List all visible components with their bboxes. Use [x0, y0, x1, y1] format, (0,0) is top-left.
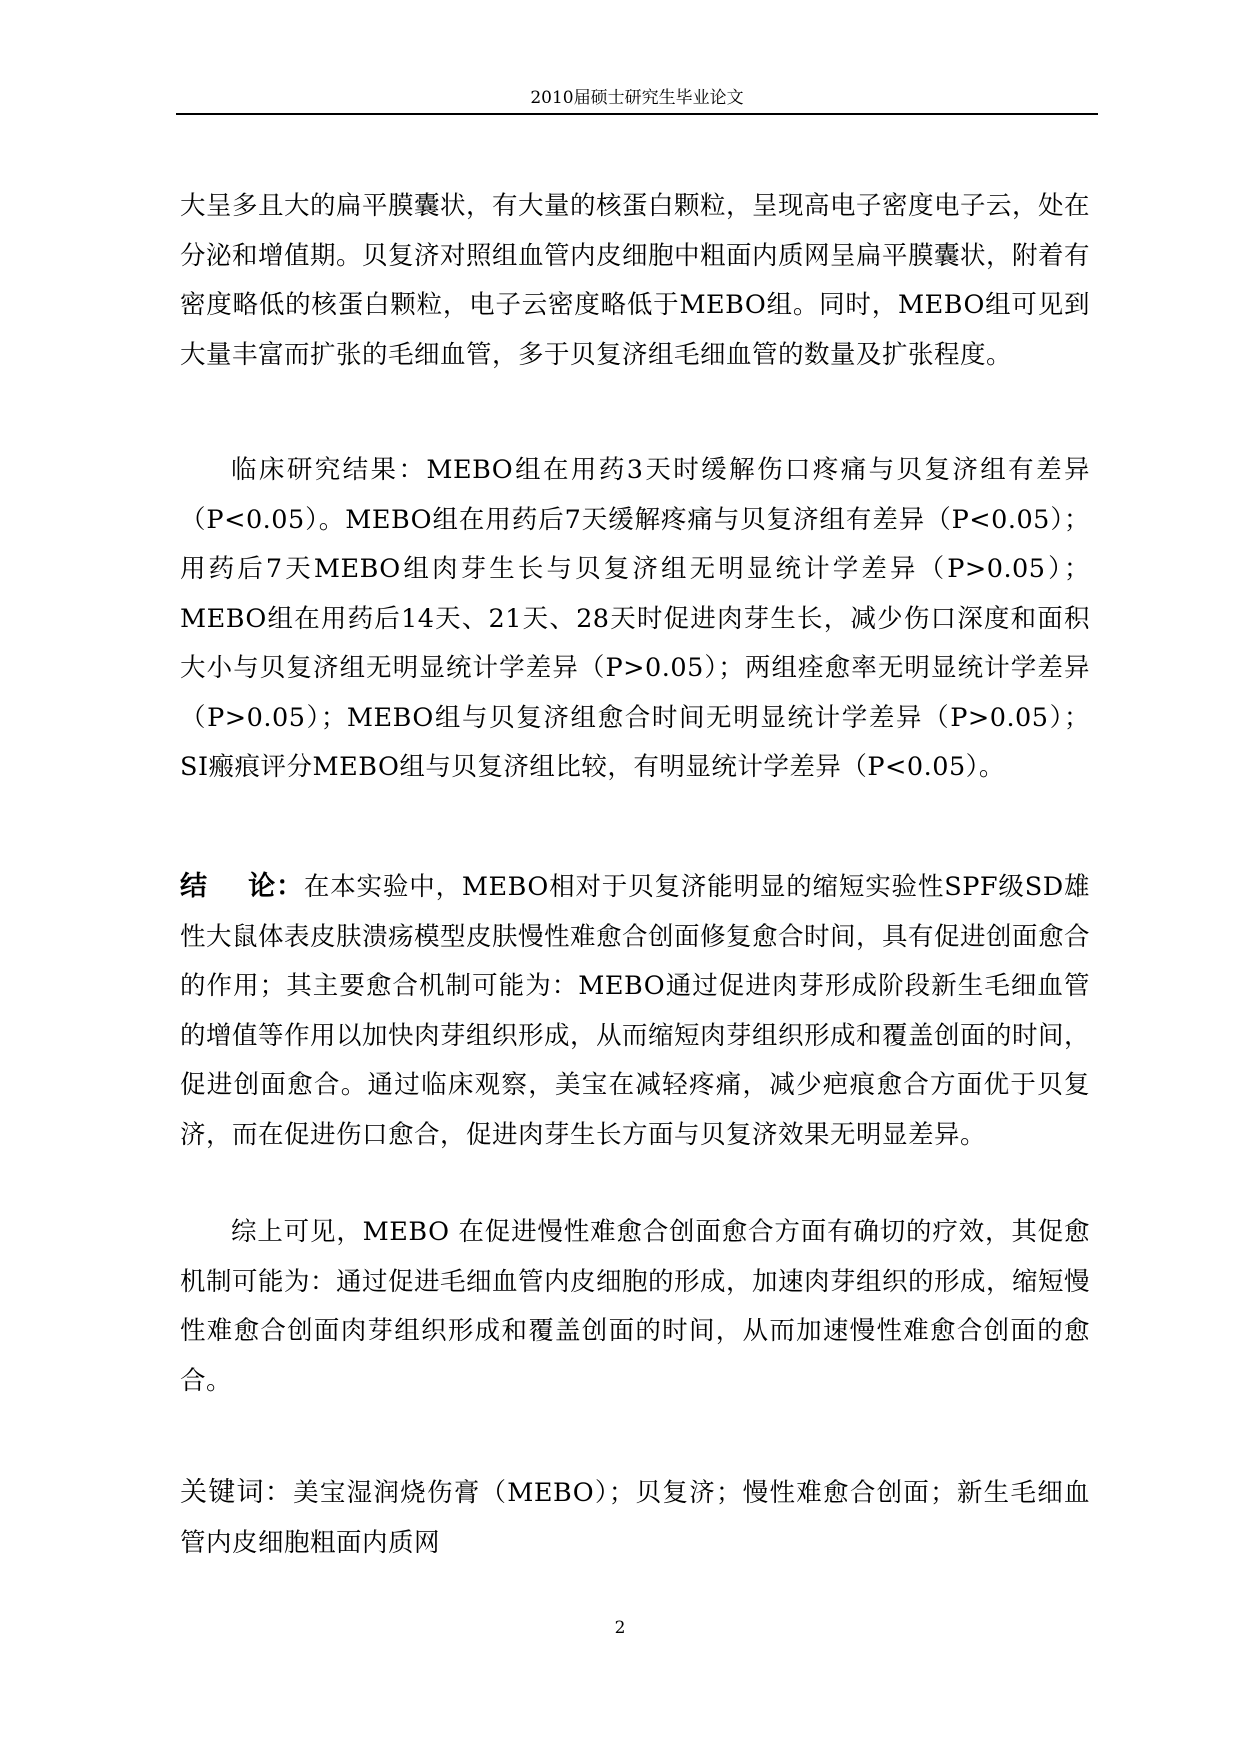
conclusion-text: 在本实验中，MEBO相对于贝复济能明显的缩短实验性SPF级SD雄性大鼠体表皮肤溃疡模型皮肤慢性难愈合创面修复愈合时间，具有促进创面愈合的作用；其主要愈合机制可能为：MEBO通过促进肉芽形成阶段新生毛细血管的增值等作用以加快肉芽组织形成，从而缩短肉芽组织形成和覆盖创面的时间，促进创面愈合。通过临床观察，美宝在减轻疼痛，减少疤痕愈合方面优于贝复济，而在促进伤口愈合，促进肉芽生长方面与贝复济效果无明显差异。 [180, 872, 1091, 1150]
paragraph-summary: 综上可见，MEBO 在促进慢性难愈合创面愈合方面有确切的疗效，其促愈机制可能为：通过促进毛细血管内皮细胞的形成，加速肉芽组织的形成，缩短慢性难愈合创面肉芽组织形成和覆盖创面的时间，从而加速慢性难愈合创面的愈合。 [180, 1217, 1091, 1396]
paragraph-ultrastructure: 大呈多且大的扁平膜囊状，有大量的核蛋白颗粒，呈现高电子密度电子云，处在分泌和增值期。贝复济对照组血管内皮细胞中粗面内质网呈扁平膜囊状，附着有密度略低的核蛋白颗粒，电子云密度略低于MEBO组。同时，MEBO组可见到大量丰富而扩张的毛细血管，多于贝复济组毛细血管的数量及扩张程度。 [180, 191, 1091, 370]
keywords-text: 美宝湿润烧伤膏（MEBO）；贝复济；慢性难愈合创面；新生毛细血管内皮细胞粗面内质网 [180, 1478, 1090, 1558]
header-rule [176, 113, 1098, 115]
conclusion-label-char-2: 论： [247, 871, 304, 902]
running-header: 2010届硕士研究生毕业论文 [530, 88, 744, 108]
page-number: 2 [614, 1618, 626, 1638]
keywords-line [180, 1468, 1090, 1568]
paragraph-conclusion [180, 862, 1090, 1160]
keywords-label: 关键词： [180, 1477, 294, 1508]
paragraph-clinical-results: 临床研究结果：MEBO组在用药3天时缓解伤口疼痛与贝复济组有差异（P<0.05）。MEBO组在用药后7天缓解疼痛与贝复济组有差异（P<0.05）；用药后7天MEBO组肉芽生长与贝复济组无明显统计学差异（P>0.05）；MEBO组在用药后14天、21天、28天时促进肉芽生长，减少伤口深度和面积大小与贝复济组无明显统计学差异（P>0.05）；两组痊愈率无明显统计学差异（P>0.05）；MEBO组与贝复济组愈合时间无明显统计学差异（P>0.05）；SI瘢痕评分MEBO组与贝复济组比较，有明显统计学差异（P<0.05）。 [180, 455, 1090, 782]
conclusion-label-char-1: 结 [180, 871, 208, 902]
